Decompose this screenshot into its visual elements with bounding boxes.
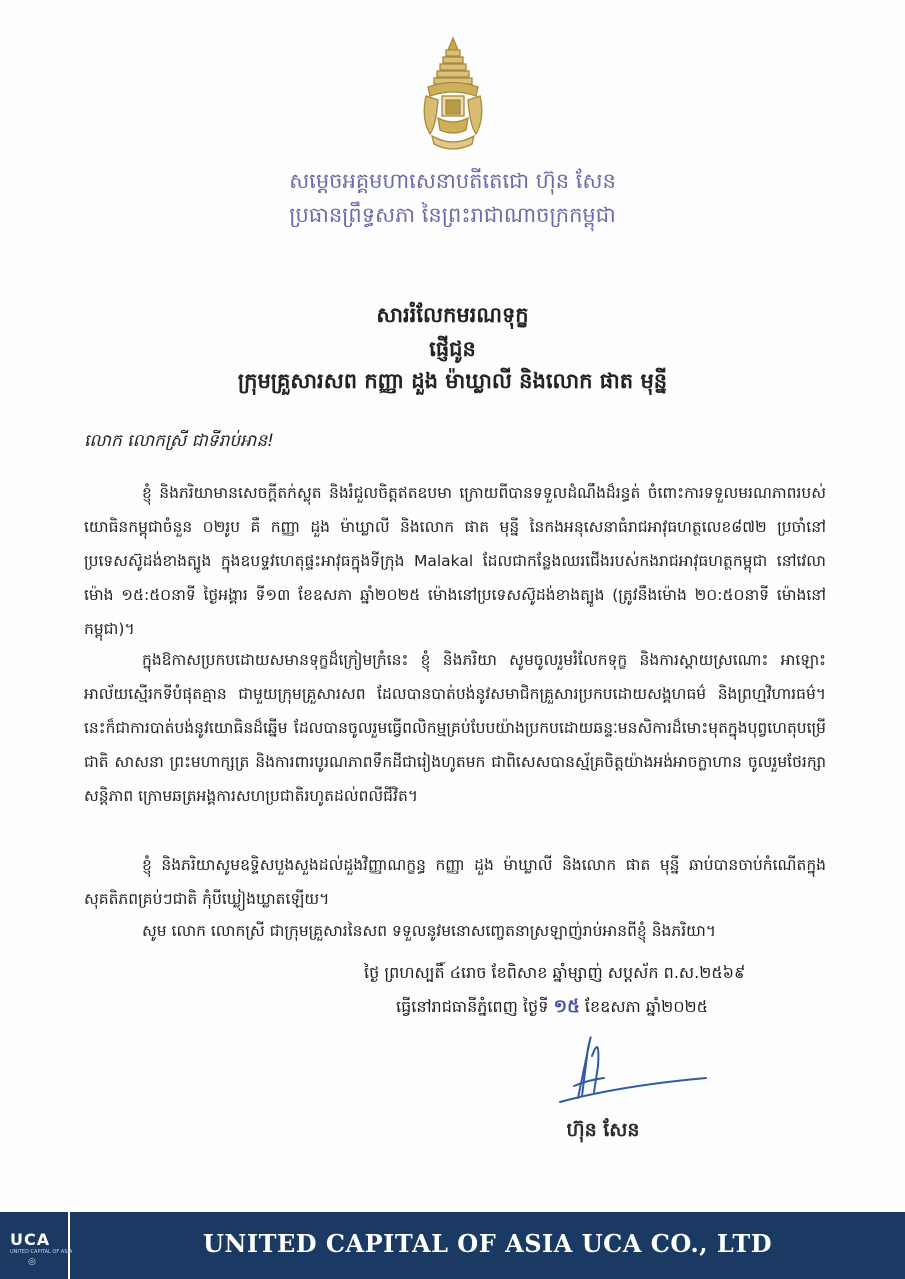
paragraph-4: សូម លោក លោកស្រី ជាក្រុមគ្រួសារនៃសព ទទួលនូវមនោសញ្ចេតនាស្រឡាញ់រាប់អានពីខ្ញុំ និងភរិយា។ (142, 922, 717, 940)
paragraph-3: ខ្ញុំ និងភរិយាសូមឧទ្ទិសបួងសួងដល់ដួងវិញ្ញាណក្ខន្ធ កញ្ញា ដួង ម៉ាឃ្លាលី និងលោក ផាត មុន្នី ឆាប់បានចាប់កំណើតក្នុងសុគតិភពគ្រប់ៗជាតិ កុំបីឃ្លៀងឃ្លាតឡើយ។ (84, 856, 826, 908)
paragraph-2: ក្នុងឱកាសប្រកបដោយសមានទុក្ខដ៏ក្រៀមក្រំនេះ ខ្ញុំ និងភរិយា សូមចូលរួមរំលែកទុក្ខ និងការស្តាយស្រណោះ អាឡោះអាល័យស្មើរកទីបំផុតគ្មាន ជាមួយក្រុមគ្រួសារសព ដែលបានបាត់បង់នូវសមាជិកគ្រួសារប្រកបដោយសង្គហធម៌ និងព្រហ្មវិហារធម៌។ នេះក៏ជាការបាត់បង់នូវយោធិនដ៏ឆ្នើម ដែលបានចូលរួមធ្វើពលិកម្មគ្រប់បែបយ៉ាងប្រកបដោយឆន្ទៈមនសិការដ៏មោះមុតក្នុងបុព្វហេតុបម្រើ ជាតិ សាសនា ព្រះមហាក្សត្រ និងការពារបូរណភាពទឹកដីជារៀងហូតមក ជាពិសេសបានស្ម័គ្រចិត្តយ៉ាងអង់អាចក្លាហាន ចូលរួមថែរក្សាសន្តិភាព ក្រោមឆត្រអង្គការសហប្រជាតិរហូតដល់ពលីជីវិត។ (84, 651, 826, 805)
logo-subtext: UNITED CAPITAL OF ASIA (10, 1249, 73, 1255)
place-prefix: ធ្វើនៅរាជធានីភ្នំពេញ ថ្ងៃទី (396, 997, 549, 1016)
company-logo (0, 1212, 73, 1279)
signer-name: ហ៊ុន សែន (566, 1119, 640, 1141)
letter-title: សាររំលែកមរណទុក្ខ (376, 303, 529, 327)
date-month-year: ខែឧសភា ឆ្នាំ២០២៥ (584, 997, 708, 1016)
company-name: UNITED CAPITAL OF ASIA UCA CO., LTD (202, 1229, 773, 1258)
letterhead-title: សម្តេចអគ្គមហាសេនាបតីតេជោ ហ៊ុន សែន (289, 169, 616, 193)
handwritten-signature-icon (548, 1026, 718, 1116)
paragraph-1: ខ្ញុំ និងភរិយាមានសេចក្តីតក់ស្លុត និងរំជួលចិត្តឥតឧបមា ក្រោយពីបានទទួលដំណឹងដ៏រន្ធត់ ចំពោះការទទួលមរណភាពរបស់យោធិនកម្ពុជាចំនួន ០២រូប គឺ កញ្ញា ដួង ម៉ាឃ្លាលី និងលោក ផាត មុន្នី នៃកងអនុសេនាធំរាជអាវុធហត្ថលេខ៨៧២ ប្រចាំនៅប្រទេសស៊ូដង់ខាងត្បូង ក្នុងឧបទ្ទវហេតុផ្ទះអាវុធក្នុងទីក្រុង Malakal ដែលជាកន្លែងឈរជើងរបស់កងរាជអាវុធហត្ថកម្ពុជា នៅវេលាម៉ោង ១៥:៥០នាទី ថ្ងៃអង្គារ ទី១៣ ខែឧសភា ឆ្នាំ២០២៥ ម៉ោងនៅប្រទេសស៊ូដង់ខាងត្បូង (ត្រូវនឹងម៉ោង ២០:៥០នាទី ម៉ោងនៅកម្ពុជា)។ (84, 484, 826, 638)
logo-mark-icon: ◎ (28, 1257, 36, 1267)
logo-text: UCA (10, 1230, 51, 1249)
place-date (396, 994, 876, 1021)
footer-banner (0, 1212, 905, 1279)
royal-emblem-icon (418, 30, 488, 160)
letter-title-to: ផ្ញើជូន (429, 337, 476, 361)
lunar-date: ថ្ងៃ ព្រហស្បតិ៍ ៤រោច ខែពិសាខ ឆ្នាំម្សាញ់ សប្តស័ក ព.ស.២៥៦៩ (364, 963, 746, 982)
salutation: លោក លោកស្រី ជាទីរាប់អាន! (84, 431, 274, 451)
letterhead-subtitle: ប្រធានព្រឹទ្ធសភា នៃព្រះរាជាណាចក្រកម្ពុជា (289, 203, 616, 227)
letter-recipient: ក្រុមគ្រួសារសព កញ្ញា ដួង ម៉ាឃ្លាលី និងលោក ផាត មុន្នី (237, 369, 668, 393)
date-day: ១៥ (553, 996, 580, 1017)
